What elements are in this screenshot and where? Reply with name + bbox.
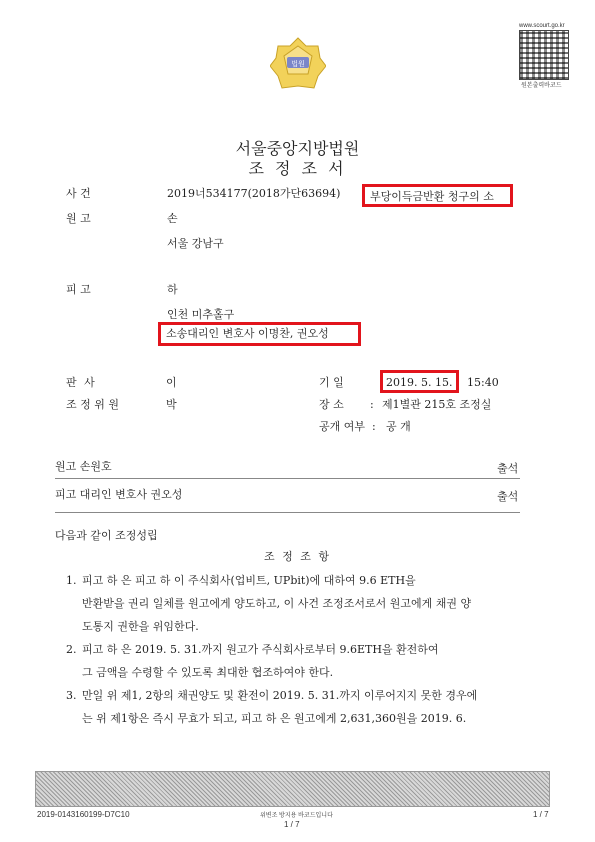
public-colon: : bbox=[372, 420, 376, 433]
public-value: 공 개 bbox=[386, 420, 411, 433]
time-value: 15:40 bbox=[467, 376, 499, 389]
mediator-label: 조 정 위 원 bbox=[66, 398, 119, 411]
term-1-line-1: 피고 하 은 피고 하 이 주식회사(업비트, UPbit)에 대하여 9.6 ETH을 bbox=[82, 574, 416, 587]
case-label: 사 건 bbox=[66, 187, 91, 200]
intro-text: 다음과 같이 조정성립 bbox=[55, 529, 158, 542]
defendant-label: 피 고 bbox=[66, 283, 91, 296]
qr-code-icon bbox=[519, 30, 569, 80]
judge-name: 이 bbox=[166, 376, 177, 389]
term-3-line-1: 만일 위 제1, 2항의 채권양도 및 환전이 2019. 5. 31.까지 이루어지지 못한 경우에 bbox=[82, 689, 478, 702]
court-name: 서울중앙지방법원 bbox=[235, 139, 360, 158]
document-title: 조 정 조 서 bbox=[248, 159, 347, 178]
page-center: 1 / 7 bbox=[284, 820, 300, 829]
footer-notice: 위변조 방지용 바코드입니다 bbox=[260, 813, 333, 819]
highlight-attorney bbox=[158, 322, 361, 346]
plaintiff-address: 서울 강남구 bbox=[167, 237, 224, 250]
highlight-claim bbox=[362, 184, 513, 207]
qr-caption: www.scourt.go.kr bbox=[519, 23, 565, 29]
attendance-status-2: 출석 bbox=[497, 490, 519, 503]
plaintiff-label: 원 고 bbox=[66, 212, 91, 225]
case-number: 2019너534177(2018가단63694) bbox=[167, 187, 341, 200]
doc-code: 2019-0143160199-D7C10 bbox=[37, 810, 130, 819]
divider bbox=[55, 512, 520, 513]
defendant-name: 하 bbox=[167, 283, 178, 296]
judge-label: 판 사 bbox=[66, 376, 97, 389]
qr-label: 원본출력바코드 bbox=[521, 83, 562, 89]
defendant-attorney: 소송대리인 변호사 이명찬, 권오성 bbox=[166, 327, 329, 340]
place-label: 장 소 bbox=[319, 398, 344, 411]
term-number: 3. bbox=[66, 689, 77, 702]
date-value: 2019. 5. 15. bbox=[386, 376, 453, 389]
terms-heading: 조 정 조 항 bbox=[264, 550, 331, 563]
highlight-date bbox=[380, 370, 459, 393]
term-1-line-3: 도통지 권한을 위임한다. bbox=[82, 620, 199, 633]
date-label: 기 일 bbox=[319, 376, 344, 389]
place-colon: : bbox=[370, 398, 374, 411]
term-2-line-2: 그 금액을 수령할 수 있도록 최대한 협조하여야 한다. bbox=[82, 666, 334, 679]
term-2-line-1: 피고 하 은 2019. 5. 31.까지 원고가 주식회사로부터 9.6ETH을 환전하여 bbox=[82, 643, 439, 656]
divider bbox=[55, 478, 520, 479]
public-label: 공개 여부 bbox=[319, 420, 366, 433]
anti-forgery-barcode bbox=[35, 771, 550, 807]
term-number: 2. bbox=[66, 643, 77, 656]
mediator-name: 박 bbox=[166, 398, 177, 411]
seal-text: 법원 bbox=[291, 60, 305, 68]
term-3-line-2: 는 위 제1항은 즉시 무효가 되고, 피고 하 은 원고에게 2,631,360원을 2019. 6. bbox=[82, 712, 467, 725]
attendance-party-2: 피고 대리인 변호사 권오성 bbox=[55, 488, 183, 501]
case-claim: 부당이득금반환 청구의 소 bbox=[370, 190, 494, 203]
term-1-line-2: 반환받을 권리 일체를 원고에게 양도하고, 이 사건 조정조서로서 원고에게 채권 양 bbox=[82, 597, 472, 610]
plaintiff-name: 손 bbox=[167, 212, 178, 225]
place-value: 제1별관 215호 조정실 bbox=[382, 398, 492, 411]
attendance-status-1: 출석 bbox=[497, 462, 519, 475]
defendant-address: 인천 미추홀구 bbox=[167, 308, 235, 321]
court-seal-logo bbox=[270, 36, 326, 92]
attendance-party-1: 원고 손원호 bbox=[55, 460, 112, 473]
page-number: 1 / 7 bbox=[533, 810, 549, 819]
term-number: 1. bbox=[66, 574, 77, 587]
